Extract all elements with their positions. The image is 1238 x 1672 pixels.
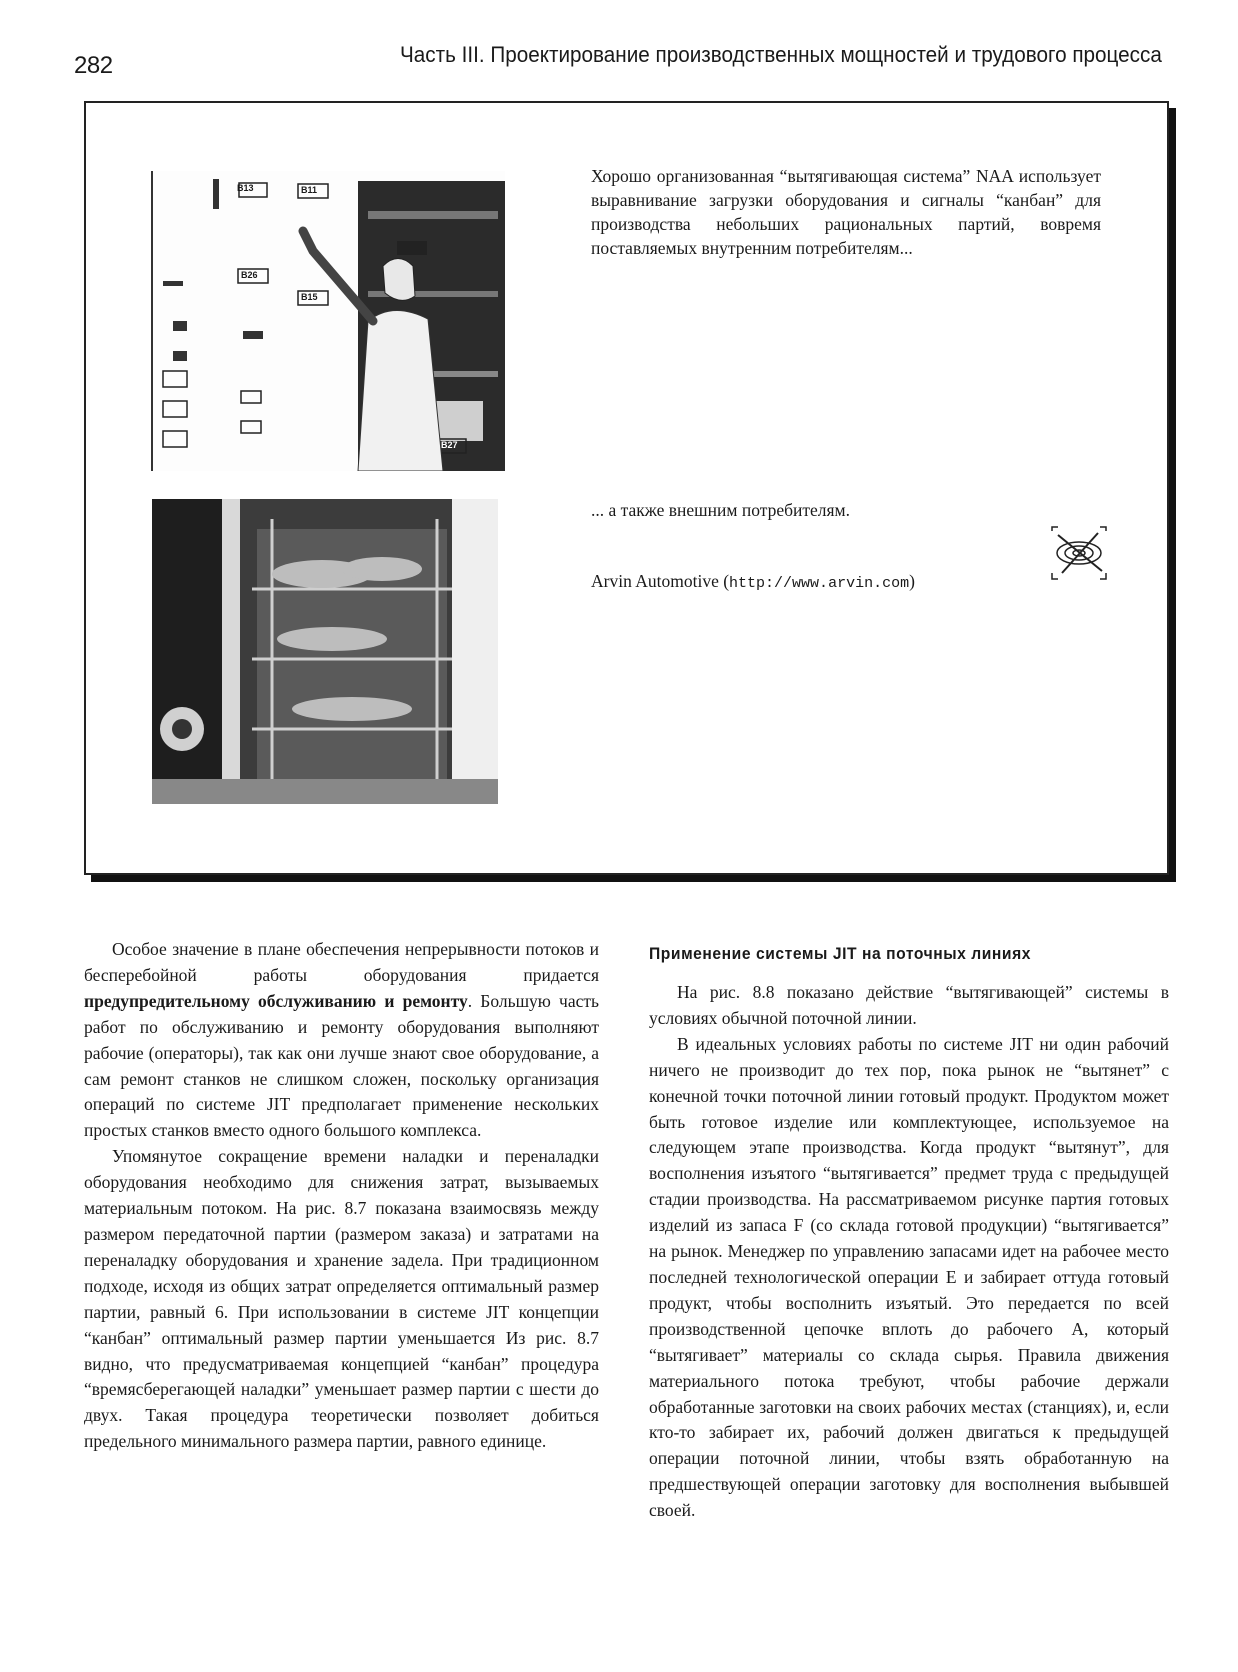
figure-source <box>591 569 1101 596</box>
left-p1-text: Особое значение в плане обеспечения непрерывности потоков и бесперебойной работы оборудования придается <box>84 939 599 985</box>
photo-parts-rack <box>152 499 498 804</box>
photo-label-b15: B15 <box>301 292 318 302</box>
right-paragraph-1: На рис. 8.8 показано действие “вытягивающей” системы в условиях обычной поточной линии. <box>649 982 1169 1028</box>
source-close: ) <box>909 571 915 591</box>
figure-caption-bottom: ... а также внешним потребителям. <box>591 500 851 520</box>
photo-label-b27: B27 <box>441 440 458 450</box>
web-link-icon <box>1048 525 1110 581</box>
figure-panel <box>84 101 1169 875</box>
left-p1-bold: предупредительному обслуживанию и ремонту <box>84 990 468 1011</box>
photo-kanban-board <box>151 171 505 471</box>
source-url-link[interactable]: http://www.arvin.com <box>729 575 910 592</box>
right-paragraph-2: В идеальных условиях работы по системе JIT ни один рабочий ничего не производит до тех пор, пока рынок не “вытянет” с конечной точки поточной линии готовый продукт. Продуктом может быть готовое изделие или комплектующее, используемое на следующем этапе производства. Когда продукт “вытянут”, для восполнения изъятого “вытягивается” предмет труда с предыдущей стадии производства. На рассматриваемом рисунке партия готовых изделий из запаса F (со склада готовой продукции) “вытягивается” на рынок. Менеджер по управлению запасами идет на рабочее место последней технологической операции E и забирает оттуда готовый продукт, чтобы восполнить изъятый. Это передается по всей производственной цепочке вплоть до рабочего A, который “вытягивает” материалы со склада сырья. Правила движения материального потока требуют, чтобы рабочие держали обработанные заготовки на своих рабочих местах (станциях), и, если кто-то забирает их, рабочий должен двигаться к предыдущей операции поточной линии, чтобы взять обработанную на предшествующей операции заготовку для восполнения выбывшей своей. <box>649 1033 1169 1521</box>
photo-label-b26: B26 <box>241 270 258 280</box>
photo-label-b13: B13 <box>237 183 254 193</box>
source-name: Arvin Automotive ( <box>591 571 730 591</box>
page-number: 282 <box>74 52 113 79</box>
left-paragraph-2: Упомянутое сокращение времени наладки и переналадки оборудования необходимо для снижения затрат, вызываемых материальным потоком. На рис. 8.7 показана взаимосвязь между размером передаточной партии (размером заказа) и затратами на переналадку оборудования и хранение задела. При традиционном подходе, исходя из общих затрат определяется оптимальный размер партии, равный 6. При использовании в системе JIT концепции “канбан” оптимальный размер партии уменьшается Из рис. 8.7 видно, что предусматриваемая концепцией “канбан” процедура “времясберегающей наладки” уменьшает размер партии с шести до двух. Такая процедура теоретически позволяет добиться предельного минимального размера партии, равного единице. <box>84 1146 599 1452</box>
photo-label-b11: B11 <box>301 185 318 195</box>
running-head: Часть III. Проектирование производственных мощностей и трудового процесса <box>400 42 1162 67</box>
left-paragraph-1 <box>84 937 599 1144</box>
section-heading: Применение системы JIT на поточных линиях <box>649 944 1032 963</box>
left-column <box>84 937 599 1455</box>
figure-caption-top: Хорошо организованная “вытягивающая система” NAA использует выравнивание загрузки оборудования и сигналы “канбан” для производства небольших рациональных партий, вовремя поставляемых внутренним потребителям... <box>591 166 1101 258</box>
left-p1-text-end: . Большую часть работ по обслуживанию и ремонту оборудования выполняют рабочие (операторы), так как они лучше знают свое оборудование, а сам ремонт станков не слишком сложен, поскольку организация операций по системе JIT предполагает применение нескольких простых станков вместо одного большого комплекса. <box>84 990 600 1141</box>
right-column <box>649 980 1169 1524</box>
